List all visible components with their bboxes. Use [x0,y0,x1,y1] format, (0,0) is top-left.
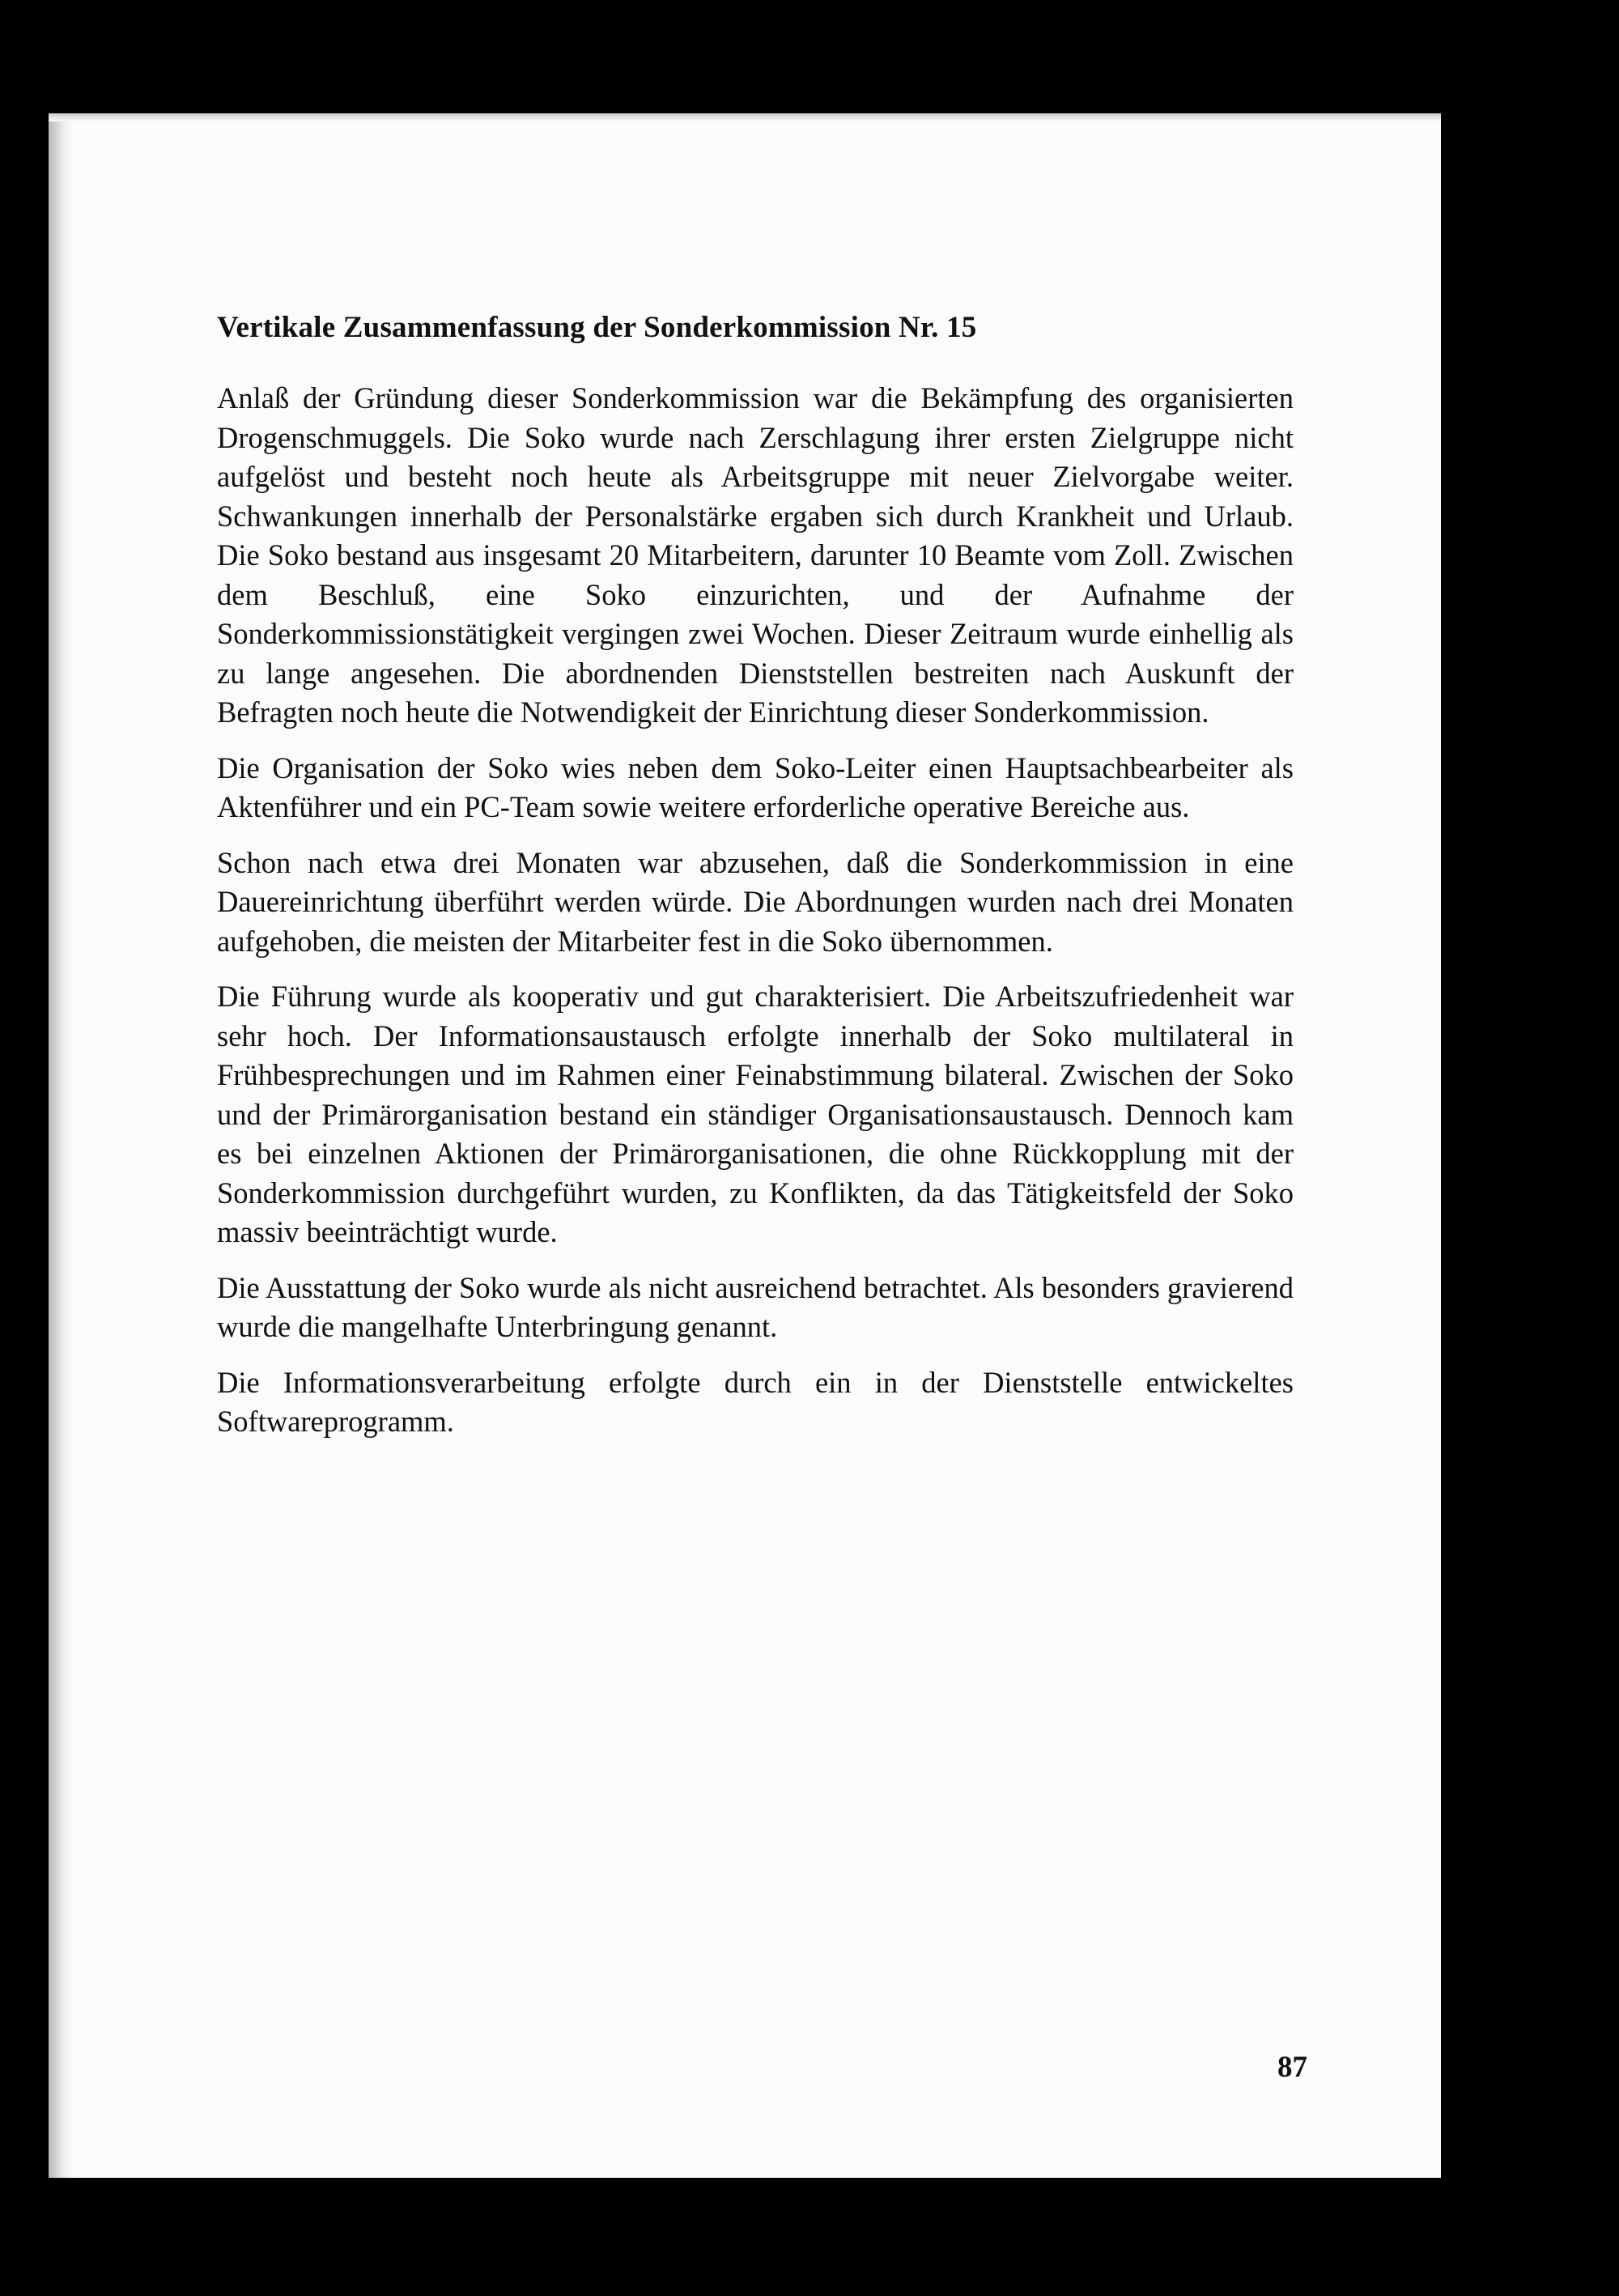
paragraph-organisation: Die Organisation der Soko wies neben dem Soko-Leiter einen Hauptsachbearbeiter als Aktenführer und ein PC-Team sowie weitere erforderliche operative Bereiche aus. [217,750,1294,823]
paragraph-equipment: Die Ausstattung der Soko wurde als nicht ausreichend betrachtet. Als besonders gravierend wurde die mangelhafte Unterbringung genannt. [217,1270,1294,1343]
scan-bottom-border [0,2178,1619,2296]
paragraph-permanent-unit: Schon nach etwa drei Monaten war abzusehen, daß die Sonderkommission in eine Dauereinrichtung überführt werden würde. Die Abordnungen wurden nach drei Monaten aufgehoben, die meisten der Mitarbeiter fest in die Soko übernommen. [217,845,1294,958]
page-number: 87 [1277,2051,1307,2084]
page-content [217,309,1294,1458]
page-top-shadow [49,113,1441,121]
section-heading: Vertikale Zusammenfassung der Sonderkommission Nr. 15 [217,311,977,344]
scan-top-border [0,0,1619,113]
paragraph-leadership: Die Führung wurde als kooperativ und gut charakterisiert. Die Arbeitszufriedenheit war sehr hoch. Der Informationsaustausch erfolgte innerhalb der Soko multilateral in Frühbesprechungen und im Rahmen einer Feinabstimmung bilateral. Zwischen der Soko und der Primärorganisation bestand ein ständiger Organisationsaustausch. Dennoch kam es bei einzelnen Aktionen der Primärorganisationen, die ohne Rückkopplung mit der Sonderkommission durchgeführt wurden, zu Konflikten, da das Tätigkeitsfeld der Soko massiv beeinträchtigt wurde. [217,980,1294,1248]
paragraph-information-processing: Die Informationsverarbeitung erfolgte durch ein in der Dienststelle entwickeltes Softwareprogramm. [217,1365,1294,1438]
page-gutter-shadow [49,113,73,2178]
paragraph-founding: Anlaß der Gründung dieser Sonderkommission war die Bekämpfung des organisierten Drogenschmuggels. Die Soko wurde nach Zerschlagung ihrer ersten Zielgruppe nicht aufgelöst und besteht noch heute als Arbeitsgruppe mit neuer Zielvorgabe weiter. Schwankungen innerhalb der Personalstärke ergaben sich durch Krankheit und Urlaub. Die Soko bestand aus insgesamt 20 Mitarbeitern, darunter 10 Beamte vom Zoll. Zwischen dem Beschluß, eine Soko einzurichten, und der Aufnahme der Sonderkommissionstätigkeit vergingen zwei Wochen. Dieser Zeitraum wurde einhellig als zu lange angesehen. Die abordnenden Dienststellen bestreiten nach Auskunft der Befragten noch heute die Notwendigkeit der Einrichtung dieser Sonderkommission. [217,381,1294,729]
